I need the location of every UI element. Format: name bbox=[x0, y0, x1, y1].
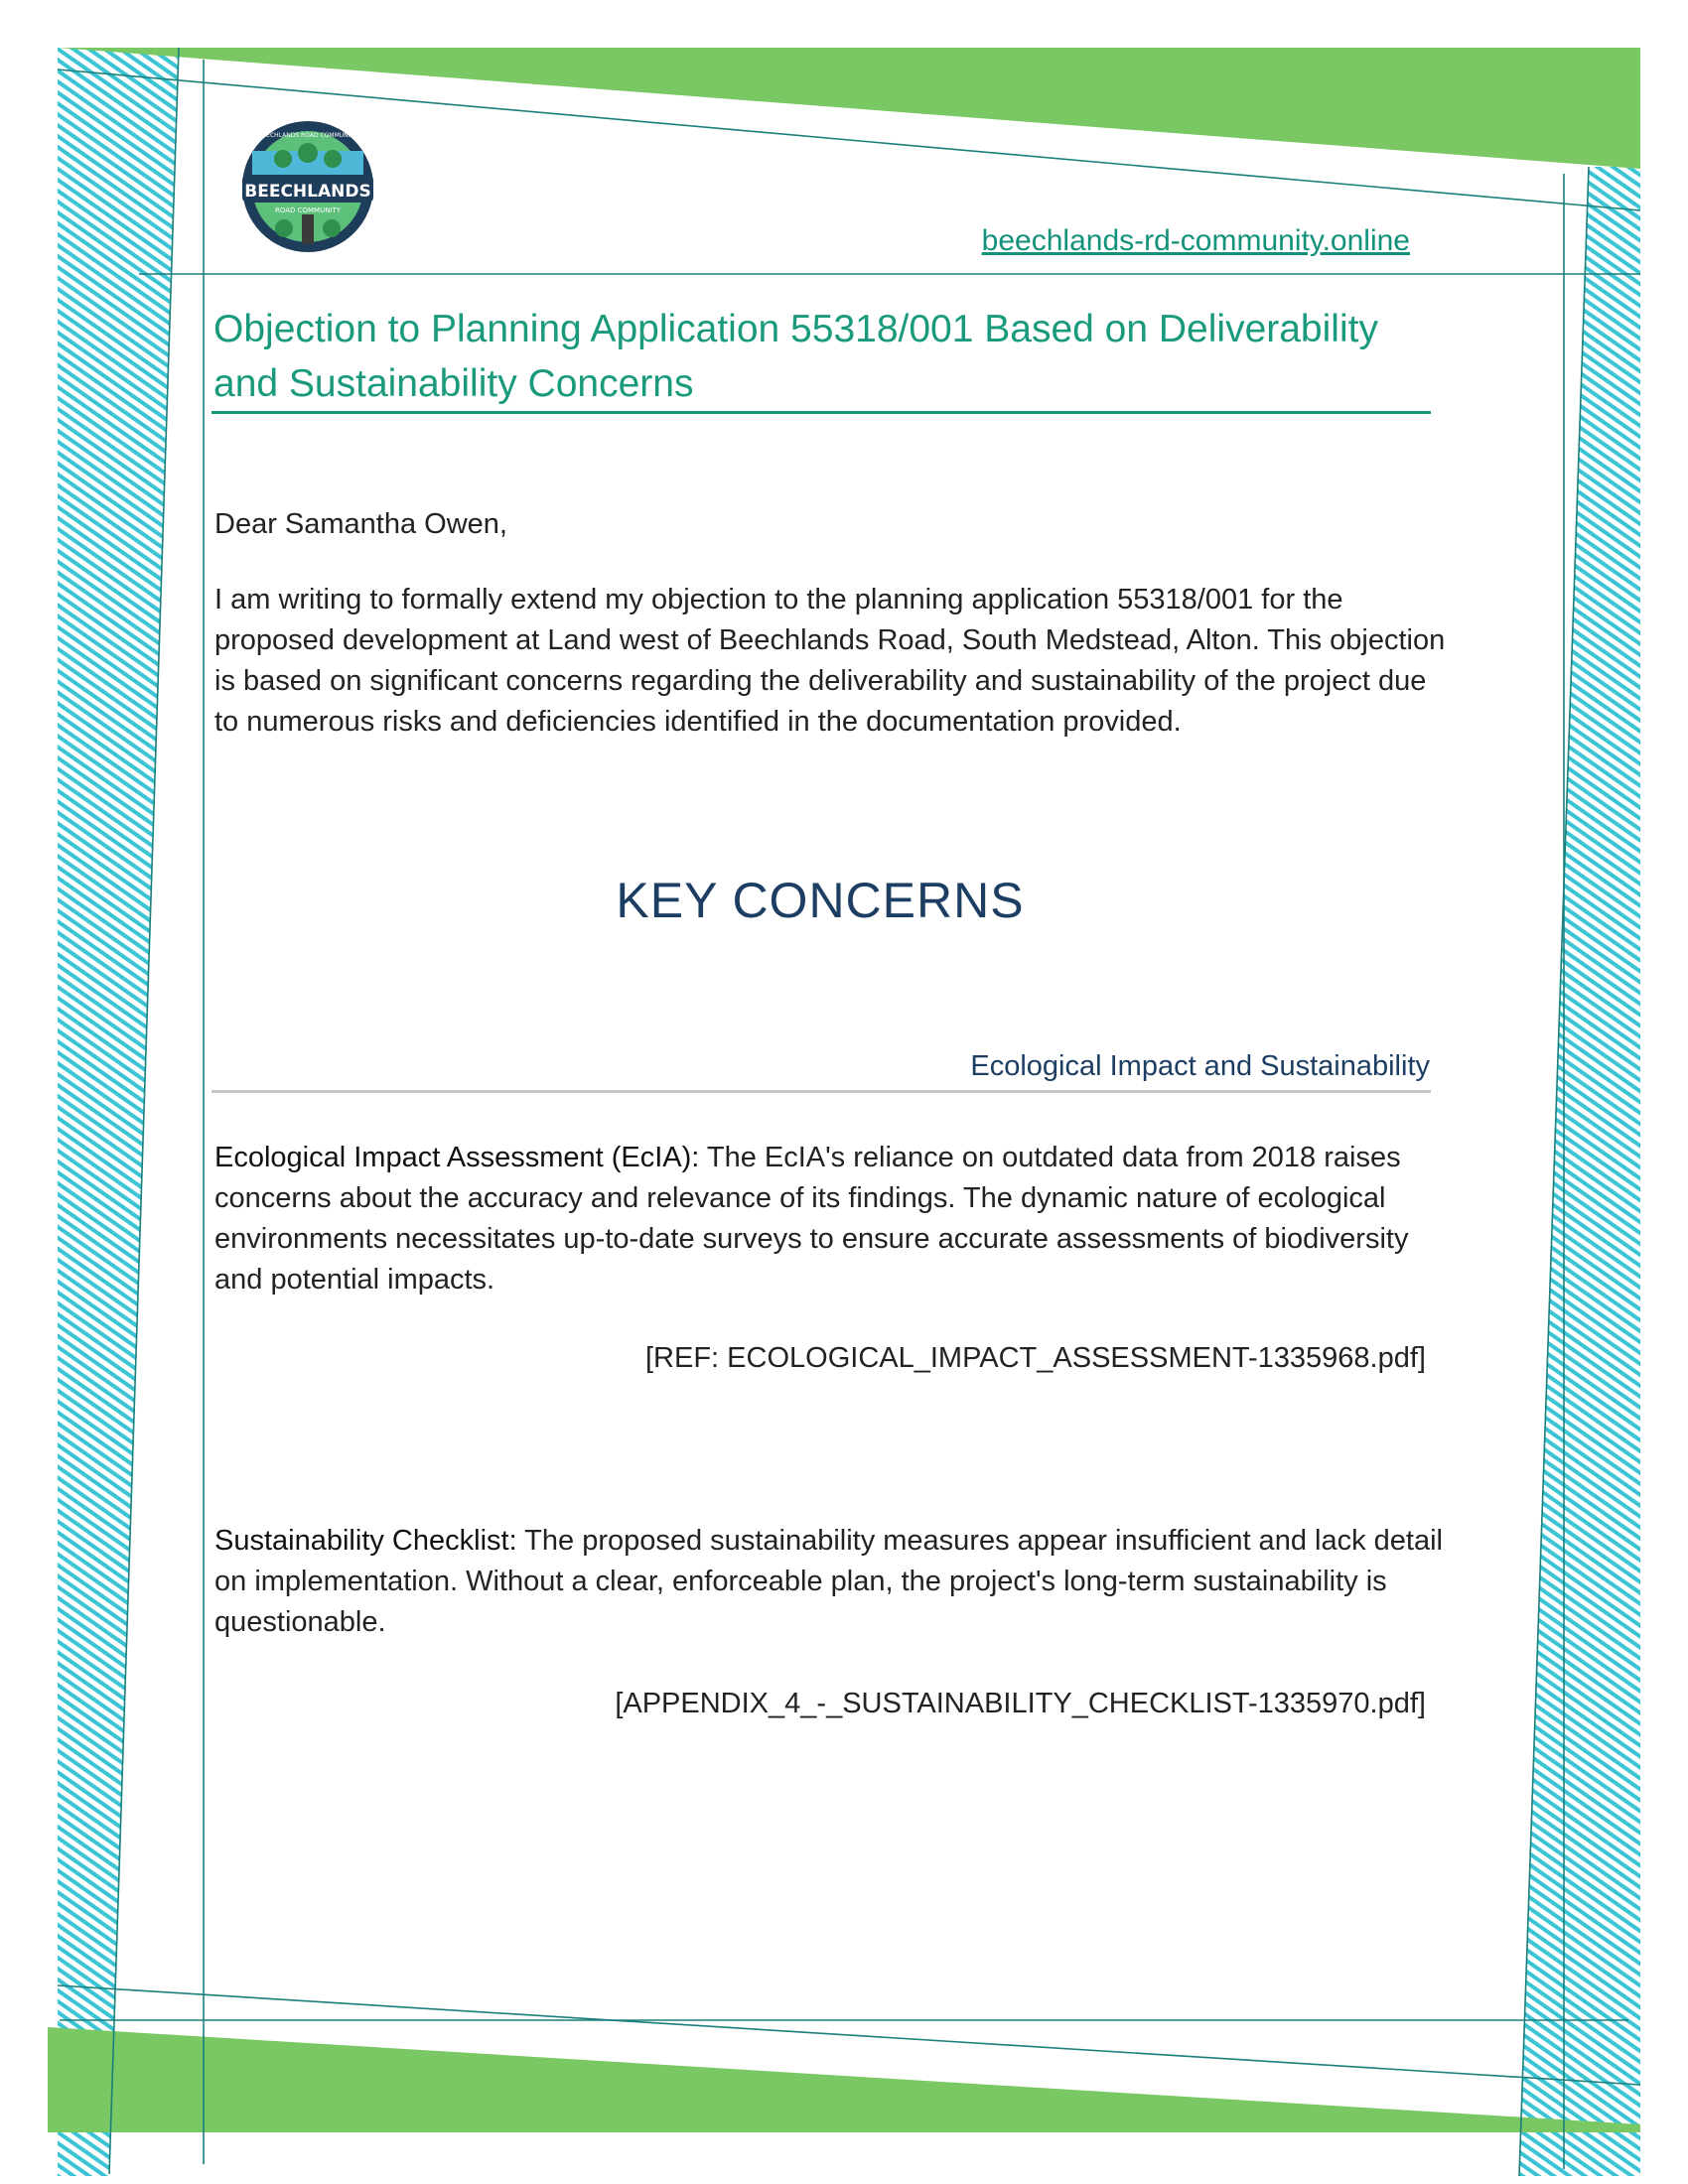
concern-label: Ecological Impact Assessment (EcIA): bbox=[214, 1142, 700, 1173]
concern-item bbox=[214, 1138, 1446, 1300]
right-hatch-strip bbox=[1519, 167, 1640, 2176]
svg-text:BEECHLANDS ROAD COMMUNITY: BEECHLANDS ROAD COMMUNITY bbox=[258, 132, 357, 139]
salutation: Dear Samantha Owen, bbox=[214, 508, 507, 540]
concern-item bbox=[214, 1521, 1446, 1643]
concern-text: The EcIA's reliance on outdated data from 2018 raises concerns about the accuracy and relevance of its findings. The dynamic nature of ecological environments necessitates up-to-date surveys to ensure accurate assessments of biodiversity and potential impacts. bbox=[214, 1142, 1409, 1296]
section-divider bbox=[211, 1090, 1431, 1093]
concern-text: The proposed sustainability measures appear insufficient and lack detail on implementation. Without a clear, enforceable plan, the project's long-term sustainability is questionable. bbox=[214, 1525, 1443, 1638]
svg-text:BEECHLANDS: BEECHLANDS bbox=[244, 182, 371, 202]
title-underline bbox=[211, 411, 1431, 414]
concern-label: Sustainability Checklist: bbox=[214, 1525, 517, 1557]
left-hatch-strip bbox=[58, 48, 179, 2176]
website-link[interactable]: beechlands-rd-community.online bbox=[981, 224, 1410, 257]
community-logo bbox=[238, 117, 377, 256]
section-heading: Ecological Impact and Sustainability bbox=[970, 1050, 1430, 1082]
reference-note: [REF: ECOLOGICAL_IMPACT_ASSESSMENT-1335968.pdf] bbox=[645, 1342, 1426, 1374]
reference-note: [APPENDIX_4_-_SUSTAINABILITY_CHECKLIST-1335970.pdf] bbox=[615, 1688, 1426, 1719]
intro-paragraph: I am writing to formally extend my objection to the planning application 55318/001 for the proposed development at Land west of Beechlands Road, South Medstead, Alton. This objection is based on significant concerns regarding the deliverability and sustainability of the project due to numerous risks and deficiencies identified in the documentation provided. bbox=[214, 584, 1446, 738]
key-concerns-heading: KEY CONCERNS bbox=[616, 873, 1025, 928]
svg-text:ROAD COMMUNITY: ROAD COMMUNITY bbox=[274, 206, 342, 214]
document-title: Objection to Planning Application 55318/001 Based on Deliverability and Sustainability Concerns bbox=[213, 308, 1378, 405]
bottom-green-band bbox=[48, 2027, 1640, 2132]
